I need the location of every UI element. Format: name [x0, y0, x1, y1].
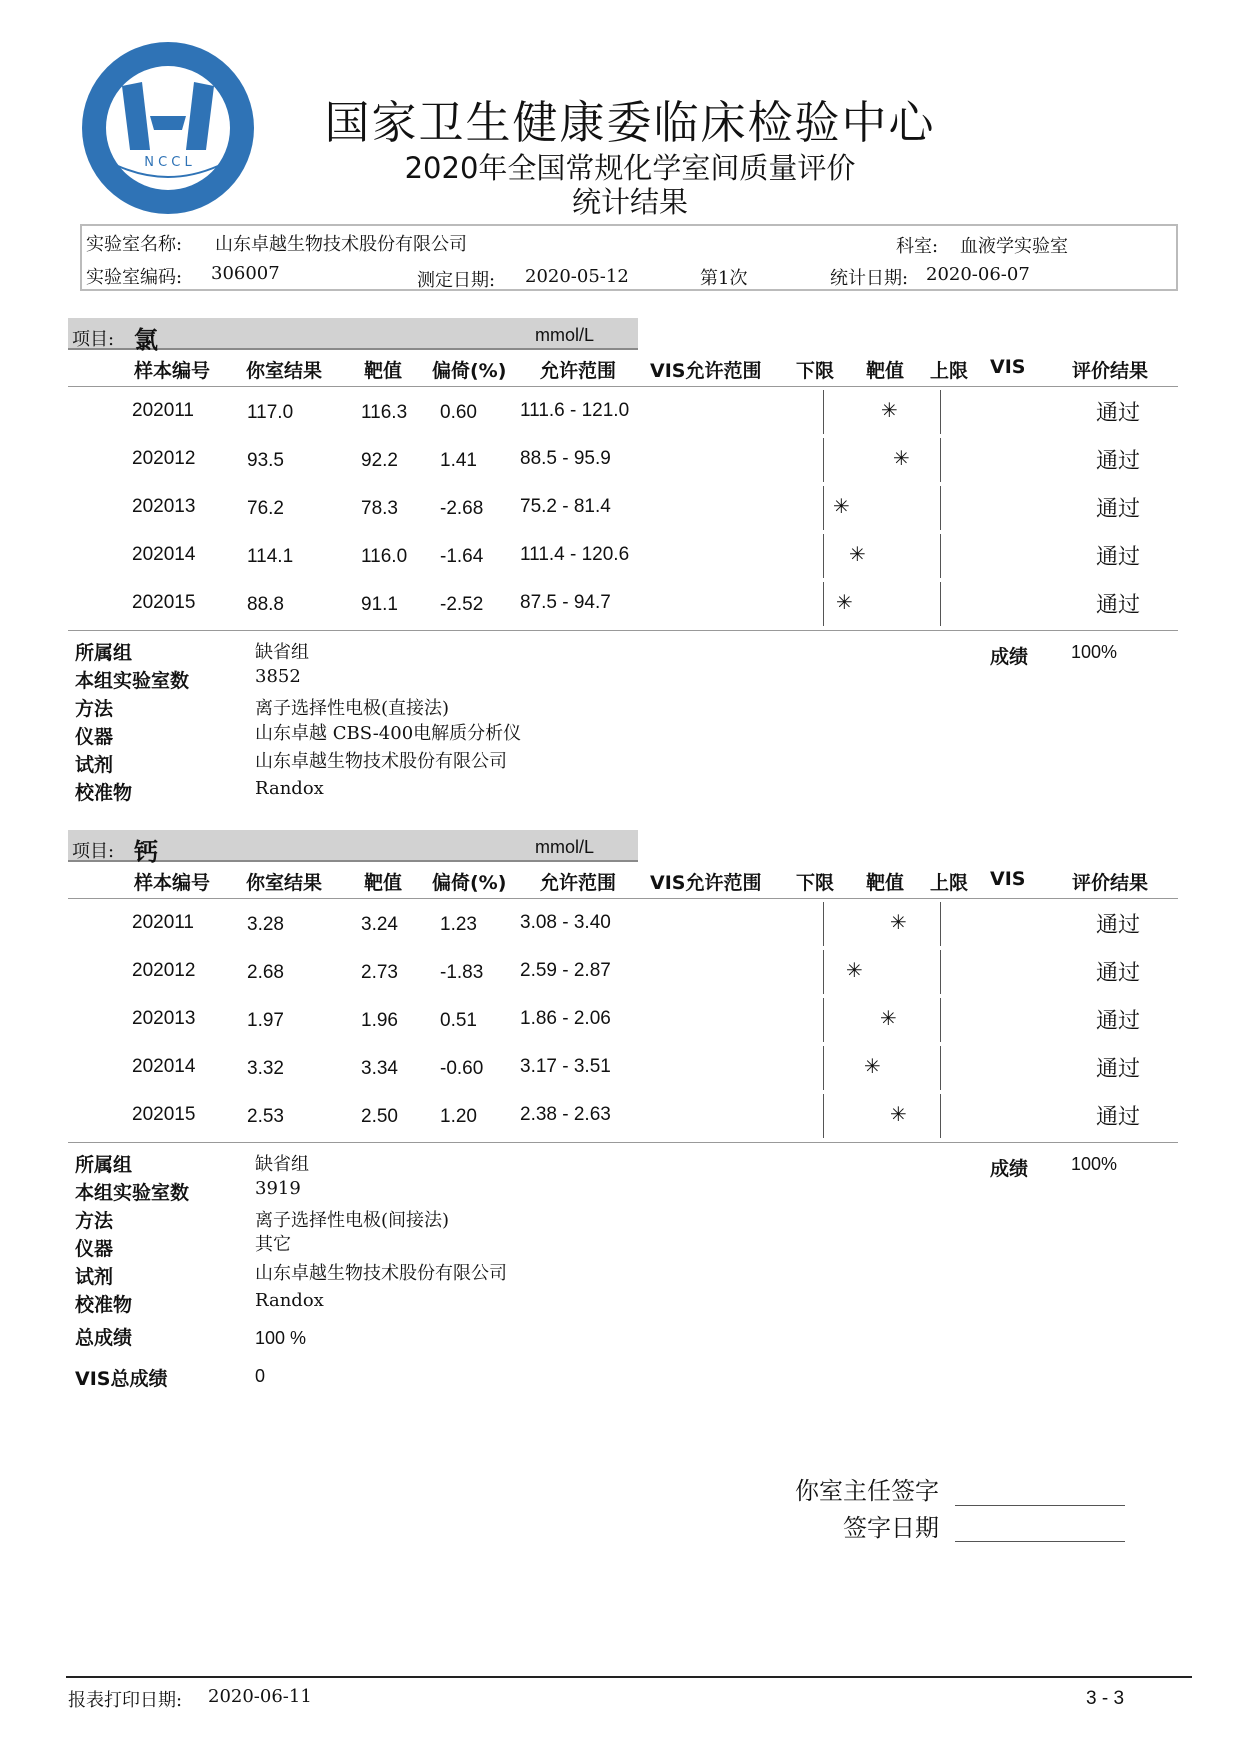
target-value: 92.2 [361, 450, 398, 471]
upper-limit-line [940, 438, 941, 482]
upper-limit-line [940, 534, 941, 578]
vis-total-value: 0 [255, 1366, 266, 1386]
instrument-value: 其它 [255, 1234, 291, 1255]
lower-limit-line [823, 998, 824, 1042]
stat-date-label: 统计日期: [830, 268, 909, 289]
target-value: 78.3 [361, 498, 398, 519]
lower-limit-line [823, 582, 824, 626]
col-lower: 下限 [796, 872, 835, 894]
unit: mmol/L [535, 325, 595, 345]
score-value: 100% [1071, 1154, 1118, 1174]
divider [68, 1142, 1178, 1143]
group-label: 所属组 [75, 1154, 133, 1176]
sample-id: 202012 [132, 960, 196, 981]
allowed-range: 75.2 - 81.4 [520, 496, 611, 517]
reagent-label: 试剂 [75, 1266, 114, 1288]
upper-limit-line [940, 902, 941, 946]
col-sample-id: 样本编号 [134, 872, 211, 894]
evaluation-result: 通过 [1096, 1009, 1141, 1034]
bias-marker: ✳ [880, 1006, 897, 1030]
page-number: 3 - 3 [1086, 1688, 1125, 1709]
upper-limit-line [940, 950, 941, 994]
lower-limit-line [823, 1094, 824, 1138]
target-value: 91.1 [361, 594, 398, 615]
sample-id: 202015 [132, 1104, 196, 1125]
col-vis-range: VIS允许范围 [650, 872, 762, 894]
group-value: 缺省组 [255, 1154, 309, 1175]
allowed-range: 87.5 - 94.7 [520, 592, 611, 613]
col-vis-range: VIS允许范围 [650, 360, 762, 382]
item-label: 项目: [72, 329, 115, 350]
allowed-range: 2.38 - 2.63 [520, 1104, 611, 1125]
footer-divider [66, 1676, 1192, 1678]
col-upper: 上限 [930, 872, 969, 894]
print-date-label: 报表打印日期: [68, 1690, 183, 1711]
nccl-logo [78, 38, 258, 218]
evaluation-result: 通过 [1096, 1057, 1141, 1082]
report-subtitle-2: 统计结果 [571, 185, 688, 219]
lab-name: 山东卓越生物技术股份有限公司 [215, 234, 467, 255]
director-signature-line[interactable] [955, 1505, 1125, 1506]
svg-text:N C C L: N C C L [144, 155, 192, 170]
allowed-range: 111.4 - 120.6 [520, 544, 630, 565]
group-value: 缺省组 [255, 642, 309, 663]
allowed-range: 1.86 - 2.06 [520, 1008, 611, 1029]
reagent-value: 山东卓越生物技术股份有限公司 [255, 751, 507, 772]
bias-percent: 1.41 [440, 450, 477, 471]
your-result: 76.2 [247, 498, 284, 519]
sample-id: 202013 [132, 496, 196, 517]
score-label: 成绩 [990, 1158, 1029, 1180]
bias-marker: ✳ [846, 958, 863, 982]
report-subtitle: 2020年全国常规化学室间质量评价 [404, 151, 856, 185]
target-value: 3.24 [361, 914, 398, 935]
col-range: 允许范围 [540, 872, 617, 894]
col-target-mark: 靶值 [866, 872, 905, 894]
col-bias: 偏倚(%) [432, 872, 507, 894]
print-date: 2020-06-11 [208, 1686, 312, 1707]
bias-marker: ✳ [890, 1102, 907, 1126]
your-result: 3.32 [247, 1058, 284, 1079]
item-name: 氯 [134, 326, 158, 354]
sample-id: 202011 [132, 912, 194, 933]
col-target: 靶值 [364, 872, 403, 894]
col-upper: 上限 [930, 360, 969, 382]
your-result: 114.1 [247, 546, 294, 567]
evaluation-result: 通过 [1096, 401, 1141, 426]
upper-limit-line [940, 998, 941, 1042]
col-lower: 下限 [796, 360, 835, 382]
sample-id: 202014 [132, 544, 196, 565]
lower-limit-line [823, 486, 824, 530]
col-target: 靶值 [364, 360, 403, 382]
calibrator-label: 校准物 [75, 1294, 133, 1316]
instrument-value: 山东卓越 CBS-400电解质分析仪 [255, 723, 522, 744]
calibrator-value: Randox [255, 1290, 324, 1311]
your-result: 2.53 [247, 1106, 284, 1127]
col-target-mark: 靶值 [866, 360, 905, 382]
reagent-label: 试剂 [75, 754, 114, 776]
upper-limit-line [940, 1094, 941, 1138]
bias-percent: 1.20 [440, 1106, 477, 1127]
col-your-result: 你室结果 [246, 872, 323, 894]
sample-id: 202013 [132, 1008, 196, 1029]
lab-count-value: 3919 [255, 1178, 301, 1199]
upper-limit-line [940, 390, 941, 434]
sample-id: 202011 [132, 400, 194, 421]
method-label: 方法 [75, 698, 114, 720]
sample-id: 202014 [132, 1056, 196, 1077]
director-signature-label: 你室主任签字 [795, 1477, 939, 1505]
your-result: 2.68 [247, 962, 284, 983]
bias-percent: -1.83 [440, 962, 484, 983]
bias-percent: -2.68 [440, 498, 484, 519]
bias-marker: ✳ [833, 494, 850, 518]
evaluation-result: 通过 [1096, 449, 1141, 474]
target-value: 3.34 [361, 1058, 398, 1079]
lab-name-label: 实验室名称: [86, 234, 183, 255]
evaluation-result: 通过 [1096, 545, 1141, 570]
allowed-range: 111.6 - 121.0 [520, 400, 630, 421]
col-range: 允许范围 [540, 360, 617, 382]
bias-percent: 0.51 [440, 1010, 477, 1031]
col-bias: 偏倚(%) [432, 360, 507, 382]
target-value: 116.3 [361, 402, 408, 423]
col-your-result: 你室结果 [246, 360, 323, 382]
divider [68, 630, 1178, 631]
allowed-range: 2.59 - 2.87 [520, 960, 611, 981]
round: 第1次 [700, 268, 748, 289]
score-value: 100% [1071, 642, 1118, 662]
bias-marker: ✳ [849, 542, 866, 566]
allowed-range: 3.08 - 3.40 [520, 912, 611, 933]
bias-percent: 1.23 [440, 914, 477, 935]
stat-date: 2020-06-07 [926, 264, 1030, 285]
method-value: 离子选择性电极(间接法) [255, 1210, 450, 1231]
bias-percent: -1.64 [440, 546, 484, 567]
col-sample-id: 样本编号 [134, 360, 211, 382]
your-result: 117.0 [247, 402, 294, 423]
your-result: 3.28 [247, 914, 284, 935]
signature-date-line[interactable] [955, 1541, 1125, 1542]
col-vis: VIS [990, 868, 1026, 890]
lower-limit-line [823, 438, 824, 482]
vis-total-label: VIS总成绩 [75, 1368, 168, 1390]
bias-marker: ✳ [864, 1054, 881, 1078]
target-value: 116.0 [361, 546, 408, 567]
calibrator-label: 校准物 [75, 782, 133, 804]
instrument-label: 仪器 [75, 726, 114, 748]
sample-id: 202015 [132, 592, 196, 613]
bias-marker: ✳ [890, 910, 907, 934]
target-value: 1.96 [361, 1010, 398, 1031]
target-value: 2.50 [361, 1106, 398, 1127]
bias-percent: -2.52 [440, 594, 484, 615]
lower-limit-line [823, 950, 824, 994]
instrument-label: 仪器 [75, 1238, 114, 1260]
target-value: 2.73 [361, 962, 398, 983]
upper-limit-line [940, 486, 941, 530]
bias-percent: -0.60 [440, 1058, 484, 1079]
evaluation-result: 通过 [1096, 961, 1141, 986]
bias-marker: ✳ [836, 590, 853, 614]
report-title: 国家卫生健康委临床检验中心 [324, 96, 936, 149]
bias-marker: ✳ [881, 398, 898, 422]
total-score-label: 总成绩 [75, 1327, 133, 1349]
lab-count-label: 本组实验室数 [75, 1182, 190, 1204]
lower-limit-line [823, 902, 824, 946]
signature-date-label: 签字日期 [843, 1514, 939, 1542]
item-name: 钙 [134, 838, 158, 866]
your-result: 88.8 [247, 594, 284, 615]
group-label: 所属组 [75, 642, 133, 664]
lab-count-label: 本组实验室数 [75, 670, 190, 692]
score-label: 成绩 [990, 646, 1029, 668]
evaluation-result: 通过 [1096, 497, 1141, 522]
test-date: 2020-05-12 [525, 266, 629, 287]
lower-limit-line [823, 1046, 824, 1090]
your-result: 1.97 [247, 1010, 284, 1031]
upper-limit-line [940, 1046, 941, 1090]
divider [68, 898, 1178, 899]
allowed-range: 88.5 - 95.9 [520, 448, 611, 469]
bias-percent: 0.60 [440, 402, 477, 423]
evaluation-result: 通过 [1096, 913, 1141, 938]
sample-id: 202012 [132, 448, 196, 469]
evaluation-result: 通过 [1096, 593, 1141, 618]
col-evaluation: 评价结果 [1072, 360, 1149, 382]
unit: mmol/L [535, 837, 595, 857]
dept: 血液学实验室 [960, 236, 1068, 257]
calibrator-value: Randox [255, 778, 324, 799]
method-label: 方法 [75, 1210, 114, 1232]
bias-marker: ✳ [893, 446, 910, 470]
lab-code: 306007 [211, 263, 280, 284]
lab-count-value: 3852 [255, 666, 301, 687]
lower-limit-line [823, 390, 824, 434]
your-result: 93.5 [247, 450, 284, 471]
divider [68, 386, 1178, 387]
col-evaluation: 评价结果 [1072, 872, 1149, 894]
allowed-range: 3.17 - 3.51 [520, 1056, 611, 1077]
test-date-label: 测定日期: [417, 270, 496, 291]
lower-limit-line [823, 534, 824, 578]
col-vis: VIS [990, 356, 1026, 378]
lab-code-label: 实验室编码: [86, 267, 183, 288]
reagent-value: 山东卓越生物技术股份有限公司 [255, 1263, 507, 1284]
upper-limit-line [940, 582, 941, 626]
evaluation-result: 通过 [1096, 1105, 1141, 1130]
total-score-value: 100 % [255, 1328, 307, 1348]
item-label: 项目: [72, 841, 115, 862]
dept-label: 科室: [896, 236, 939, 257]
method-value: 离子选择性电极(直接法) [255, 698, 450, 719]
